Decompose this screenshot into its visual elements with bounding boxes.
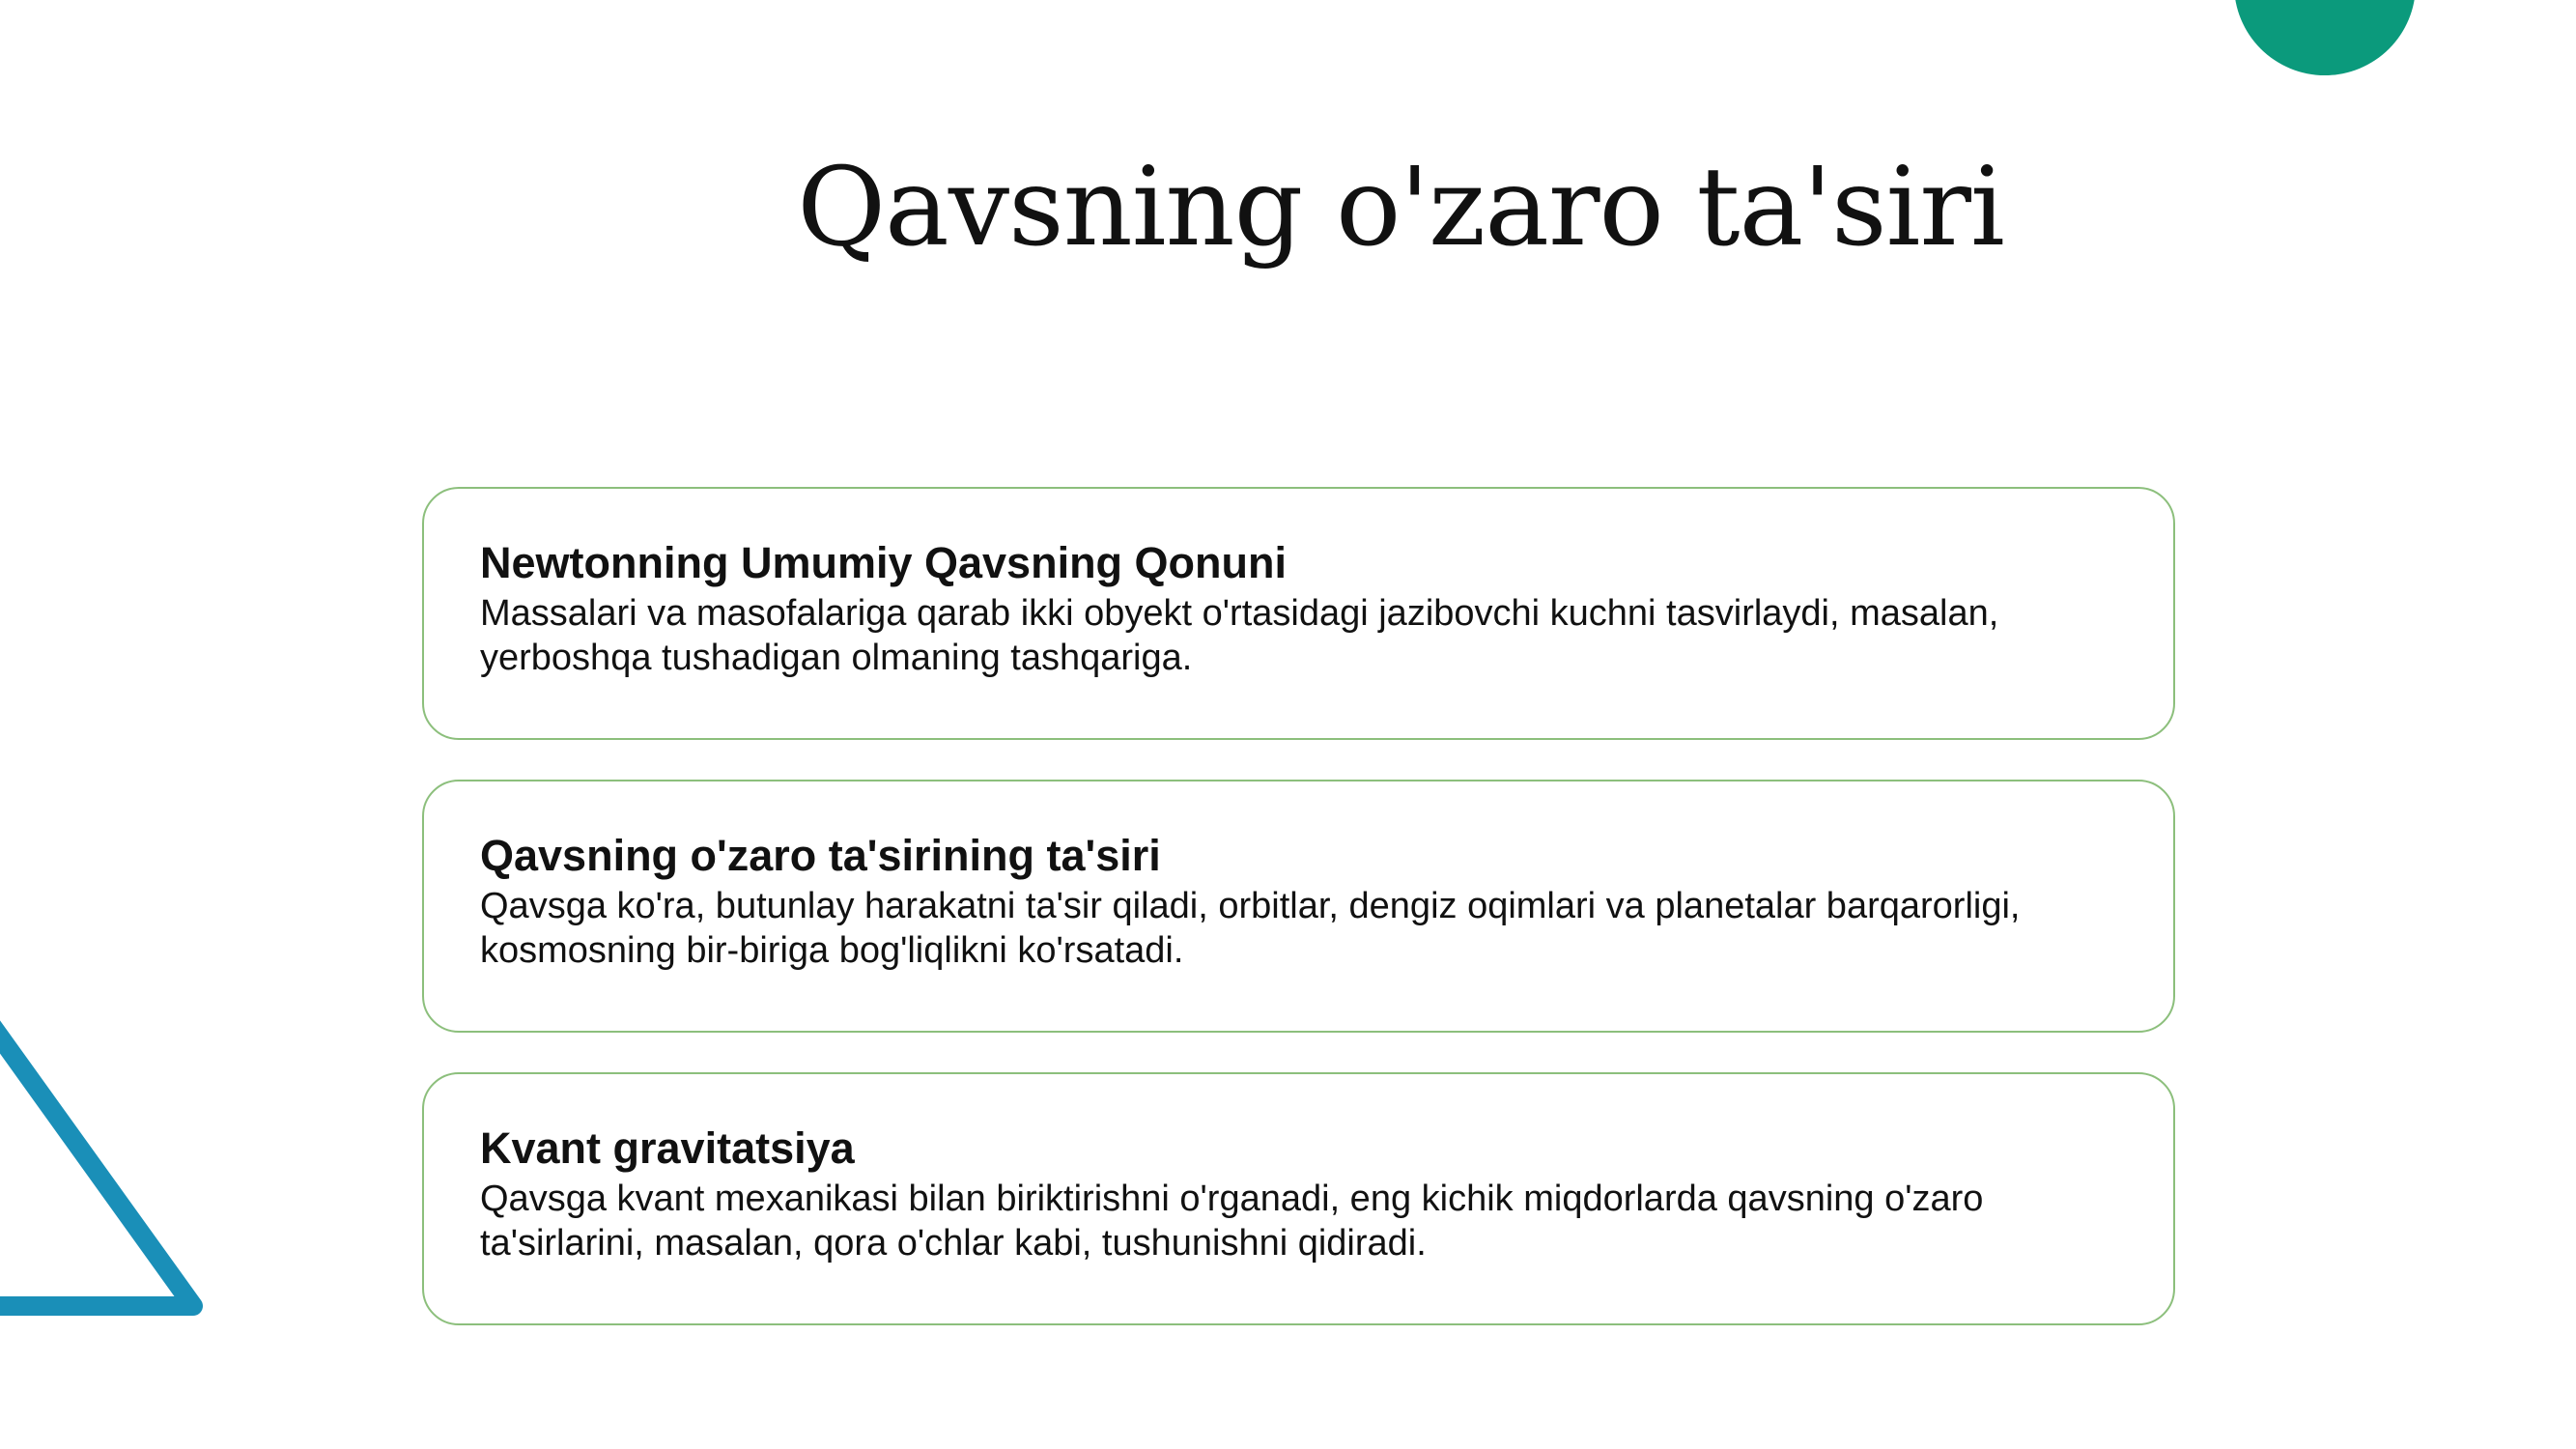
card-title: Qavsning o'zaro ta'sirining ta'siri bbox=[480, 831, 1161, 880]
cards-list bbox=[422, 487, 2175, 1365]
slide-title: Qavsning o'zaro ta'siri bbox=[797, 145, 2004, 270]
card-newton-law bbox=[422, 487, 2175, 740]
card-text: Qavsga kvant mexanikasi bilan biriktirishni o'rganadi, eng kichik miqdorlarda qavsning o'zaro ta'sirlarini, masalan, qora o'chlar kabi, tushunishni qidiradi. bbox=[480, 1179, 1984, 1264]
decorative-triangle bbox=[0, 927, 222, 1333]
card-interaction-effect bbox=[422, 780, 2175, 1033]
card-text: Qavsga ko'ra, butunlay harakatni ta'sir qiladi, orbitlar, dengiz oqimlari va planetalar barqarorligi, kosmosning bir-biriga bog'liqlikni ko'rsatadi. bbox=[480, 886, 2021, 971]
card-title: Newtonning Umumiy Qavsning Qonuni bbox=[480, 538, 1288, 587]
decorative-circle bbox=[2234, 0, 2416, 75]
card-text: Massalari va masofalariga qarab ikki obyekt o'rtasidagi jazibovchi kuchni tasvirlaydi, masalan, yerboshqa tushadigan olmaning tashqariga. bbox=[480, 593, 1999, 678]
card-title: Kvant gravitatsiya bbox=[480, 1123, 855, 1173]
card-quantum-gravity bbox=[422, 1072, 2175, 1325]
